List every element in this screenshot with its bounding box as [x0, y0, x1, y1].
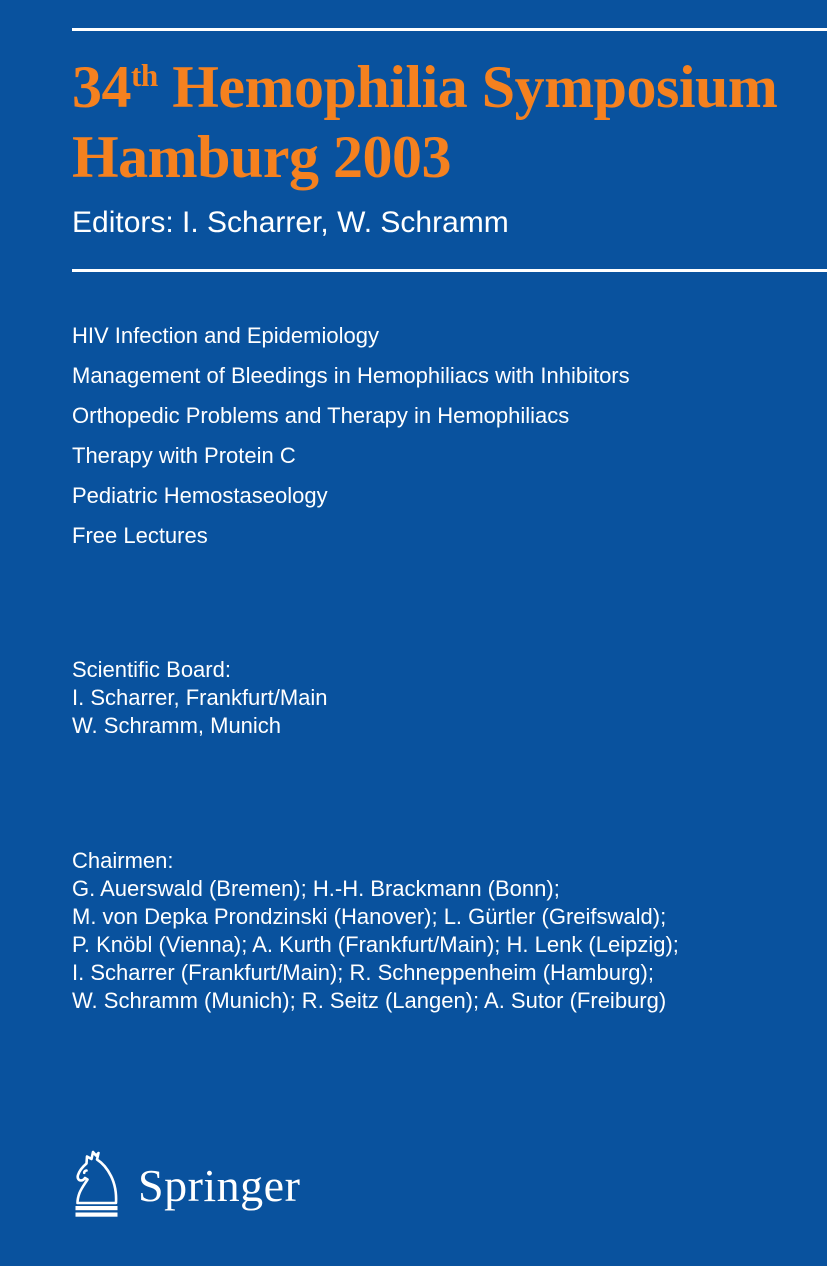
symposium-title-rest: Hemophilia Symposium: [157, 54, 778, 120]
topic-item: Orthopedic Problems and Therapy in Hemophiliacs: [72, 403, 570, 428]
scientific-board-member: W. Schramm, Munich: [72, 713, 282, 738]
chairmen-line: G. Auerswald (Bremen); H.-H. Brackmann (Bonn);: [72, 876, 560, 901]
editors-line: Editors: I. Scharrer, W. Schramm: [72, 206, 509, 239]
scientific-board-block: [72, 656, 328, 740]
topic-item: HIV Infection and Epidemiology: [72, 323, 379, 348]
chairmen-block: [72, 847, 679, 1015]
topic-item: Therapy with Protein C: [72, 443, 296, 468]
chairmen-line: M. von Depka Prondzinski (Hanover); L. Gürtler (Greifswald);: [72, 904, 667, 929]
chairmen-heading: Chairmen:: [72, 848, 174, 873]
chairmen-line: I. Scharrer (Frankfurt/Main); R. Schneppenheim (Hamburg);: [72, 960, 654, 985]
publisher-name: Springer: [138, 1160, 301, 1211]
chairmen-line: P. Knöbl (Vienna); A. Kurth (Frankfurt/Main); H. Lenk (Leipzig);: [72, 932, 679, 957]
scientific-board-member: I. Scharrer, Frankfurt/Main: [72, 685, 328, 710]
ordinal-suffix: th: [131, 58, 158, 93]
middle-divider-rule: [72, 269, 827, 272]
scientific-board-heading: Scientific Board:: [72, 657, 231, 682]
top-divider-rule: [72, 28, 827, 31]
symposium-number: 34: [72, 54, 131, 120]
topic-item: Pediatric Hemostaseology: [72, 483, 328, 508]
topics-list: [72, 316, 803, 556]
title-block: [72, 52, 803, 242]
topic-item: Free Lectures: [72, 523, 208, 548]
springer-knight-icon: [72, 1146, 124, 1218]
cover-title-line-1: [72, 52, 803, 122]
topic-item: Management of Bleedings in Hemophiliacs with Inhibitors: [72, 363, 630, 388]
cover-title-line-2: Hamburg 2003: [72, 124, 452, 190]
chairmen-line: W. Schramm (Munich); R. Seitz (Langen); A. Sutor (Freiburg): [72, 988, 667, 1013]
publisher-logo: [72, 1146, 300, 1218]
